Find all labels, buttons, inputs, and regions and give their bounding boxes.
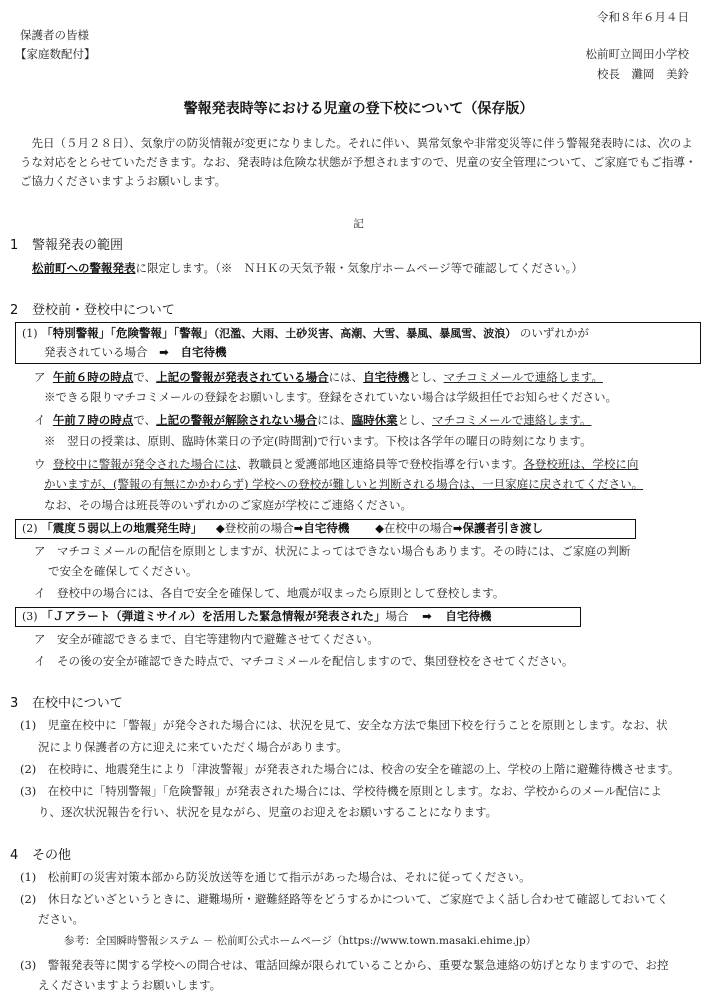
mail-contact: マチコミメールで連絡します。 <box>432 413 592 427</box>
text: 、教職員と愛護部地区連絡員等で登校指導を行います。 <box>236 457 524 471</box>
section-title: 登校前・登校中について <box>32 303 175 318</box>
case-3-a: ア 安全が確認できるまで、自宅等建物内で避難させてください。 <box>34 632 379 646</box>
s4-item-2-line-1: (2) 休日などいざというときに、避難場所・避難経路等をどうするかについて、ご家庭でよく話し合わせて確認しておいてく <box>20 892 669 906</box>
case-2-before-action: ➡自宅待機 <box>293 521 350 535</box>
arrow-icon: ➡ <box>422 609 432 623</box>
distribution-note: 【家庭数配付】 <box>15 47 96 61</box>
s3-item-3-line-1: (3) 在校中に「特別警報」「危険警報」が発表された場合には、学校待機を原則とします。なお、学校からのメール配信によ <box>20 784 662 798</box>
section-3-heading <box>10 694 123 714</box>
s3-item-3-line-2: り、逐次状況報告を行い、状況を見ながら、児童のお迎えをお願いすることになります。 <box>38 805 498 819</box>
item-u-line-1 <box>34 456 638 473</box>
text: で、 <box>133 370 157 384</box>
item-i-note: ※ 翌日の授業は、原則、臨時休業日の予定(時間割)で行います。下校は各学年の曜日の時刻になります。 <box>44 434 592 448</box>
intro-paragraph: 先日（５月２８日）、気象庁の防災情報が変更になりました。それに伴い、異常気象や非常変災等に伴う警報発表時には、次のような対応をとらせていただきます。なお、発表時は危険な状態が予想されますので、児童の安全管理について、ご家庭でもご指導・ご協力くださいますようお願いします。 <box>20 136 697 188</box>
section-1-body <box>32 260 583 277</box>
item-mark: ウ <box>34 457 46 471</box>
section-number: 3 <box>10 696 19 711</box>
document-title: 警報発表時等における児童の登下校について（保存版） <box>183 101 534 117</box>
case-2-before: 登校前の場合 <box>224 521 294 535</box>
time-7am: 午前７時の時点 <box>52 413 134 427</box>
section-number: 4 <box>10 848 19 863</box>
case-1-action: 自宅待機 <box>180 345 227 359</box>
reference-note: 参考：全国瞬時警報システム － 松前町公式ホームページ（https://www.town.masaki.ehime.jp） <box>64 935 537 947</box>
case-2-box <box>15 519 636 539</box>
action-closure: 臨時休業 <box>351 413 398 427</box>
case-1-line-2 <box>44 344 226 361</box>
case-2-during: 在校中の場合 <box>383 521 453 535</box>
section-4-heading <box>10 846 71 866</box>
case-1-tail: のいずれかが <box>519 326 589 340</box>
addressee: 保護者の皆様 <box>20 28 89 42</box>
case-2-line <box>22 520 543 538</box>
case-3-action: 自宅待機 <box>445 609 492 623</box>
section-title: 警報発表の範囲 <box>32 238 124 253</box>
s4-item-3-line-1: (3) 警報発表等に関する学校への問合せは、電話回線が限られていることから、重要な緊急連絡の妨げとなりますので、お控 <box>20 958 669 972</box>
case-3-i: イ その後の安全が確認できた時点で、マチコミメールを配信しますので、集団登校をさせてください。 <box>34 654 574 668</box>
case-number: (1) <box>22 327 38 340</box>
scope-rest: に限定します。（※ ＮＨＫの天気予報・気象庁ホームページ等で確認してください。） <box>135 261 583 275</box>
issue-date: 令和８年６月４日 <box>597 10 689 24</box>
case-2-during-action: ➡保護者引き渡し <box>452 521 544 535</box>
case-1-warnings: 「特別警報」「危険警報」「警報」 <box>41 326 214 340</box>
case-number: (3) <box>22 610 38 623</box>
school-name: 松前町立岡田小学校 <box>585 47 689 61</box>
item-u-line-2: かいますが、(警報の有無にかかわらず) 学校への登校が難しいと判断される場合は、一旦家庭に戻されてください。 <box>44 477 644 491</box>
case-1-line-1 <box>22 325 589 343</box>
text: で、 <box>133 413 157 427</box>
case-3-box <box>15 607 581 627</box>
time-6am: 午前６時の時点 <box>52 370 134 384</box>
section-2-heading <box>10 301 175 321</box>
s3-item-1-line-1: (1) 児童在校中に「警報」が発令された場合には、状況を見て、安全な方法で集団下校を行うことを原則とします。なお、状 <box>20 718 668 732</box>
s4-item-2-line-2: ださい。 <box>38 912 84 926</box>
case-1-types: （氾濫、大雨、土砂災害、高潮、大雪、暴風、暴風雪、波浪） <box>213 327 517 340</box>
case-1-box <box>15 322 701 364</box>
s3-item-2: (2) 在校時に、地震発生により「津波警報」が発表された場合には、校舎の安全を確認の上、学校の上階に避難待機させます。 <box>20 762 680 776</box>
diamond-icon: ◆ <box>375 521 384 535</box>
text: 登校中に警報が発令された場合には <box>52 457 237 471</box>
s4-item-1: (1) 松前町の災害対策本部から防災放送等を通じて指示があった場合は、それに従ってください。 <box>20 870 531 884</box>
section-title: 在校中について <box>32 696 123 711</box>
item-u-line-3: なお、その場合は班長等のいずれかのご家庭が学校にご連絡ください。 <box>44 498 412 512</box>
item-a-note: ※できる限りマチコミメールの登録をお願いします。登録をされていない場合は学級担任でお知らせください。 <box>44 390 618 404</box>
condition-issued: 上記の警報が発表されている場合 <box>156 370 329 384</box>
section-number: 2 <box>10 303 19 318</box>
case-3-line <box>22 608 491 626</box>
arrow-icon: ➡ <box>159 345 169 359</box>
condition-not-lifted: 上記の警報が解除されない場合 <box>156 413 318 427</box>
section-1-heading <box>10 236 123 256</box>
item-mark: イ <box>34 413 46 427</box>
mail-contact: マチコミメールで連絡します。 <box>443 370 603 384</box>
case-3-title: 「Ｊアラート（弾道ミサイル）を活用した緊急情報が発表された」 <box>41 609 386 623</box>
case-number: (2) <box>22 522 38 535</box>
text: 各登校班は、学校に向 <box>523 457 639 471</box>
item-mark: ア <box>34 370 46 384</box>
ki-marker: 記 <box>353 218 364 230</box>
case-2-title: 「震度５弱以上の地震発生時」 <box>41 521 203 535</box>
item-i <box>34 412 591 429</box>
case-3-case: 場合 <box>385 609 409 623</box>
case-2-i: イ 登校中の場合には、各自で安全を確保して、地震が収まったら原則として登校します。 <box>34 586 505 600</box>
section-number: 1 <box>10 238 19 253</box>
diamond-icon: ◆ <box>215 521 225 535</box>
s4-item-3-line-2: えくださいますようお願いします。 <box>38 978 222 992</box>
text: には、 <box>328 370 364 384</box>
text: には、 <box>317 413 352 427</box>
case-2-a-line-1: ア マチコミメールの配信を原則としますが、状況によってはできない場合もあります。その時には、ご家庭の判断 <box>34 544 631 558</box>
s3-item-1-line-2: 況により保護者の方に迎えに来ていただく場合があります。 <box>38 740 348 754</box>
scope-lead: 松前町への警報発表 <box>32 261 136 275</box>
section-title: その他 <box>32 848 72 863</box>
case-1-condition: 発表されている場合 <box>44 345 148 359</box>
text: とし、 <box>397 413 433 427</box>
action-home: 自宅待機 <box>363 370 410 384</box>
case-2-a-line-2: で安全を確保してください。 <box>48 564 198 578</box>
item-a <box>34 369 603 386</box>
principal-name: 校長 灘岡 美鈴 <box>597 67 689 81</box>
text: とし、 <box>409 370 444 384</box>
